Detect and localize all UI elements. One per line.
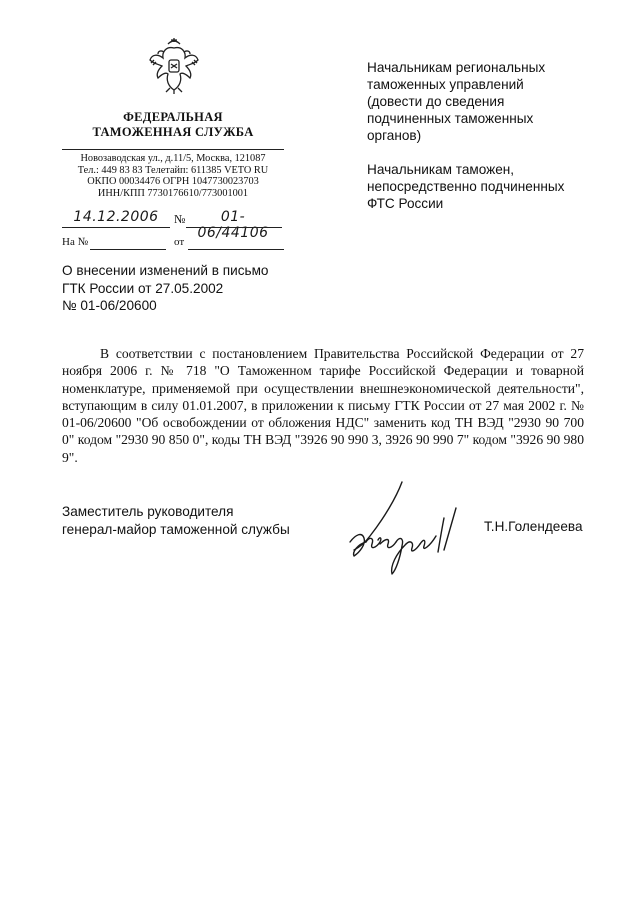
registration-date: 14.12.2006: [73, 209, 159, 225]
date-underline: [62, 227, 170, 228]
addressee-line: органов): [367, 128, 422, 143]
addressee-line: подчиненных таможенных: [367, 111, 534, 126]
org-name-line1: ФЕДЕРАЛЬНАЯ: [123, 110, 223, 124]
org-name-line2: ТАМОЖЕННАЯ СЛУЖБА: [92, 125, 254, 139]
addressee-line: Начальникам региональных: [367, 60, 546, 75]
reference-date-label: от: [174, 236, 185, 248]
letter-subject: [62, 262, 322, 315]
number-sign: №: [174, 212, 186, 226]
inn-line: ИНН/КПП 7730176610/773001001: [97, 187, 249, 199]
reference-number-label: На №: [62, 236, 89, 248]
number-underline: [186, 227, 282, 228]
addressee-block-1: [367, 59, 617, 144]
addressee-line: ФТС России: [367, 196, 444, 211]
addressee-block-2: [367, 161, 617, 212]
handwritten-signature: [340, 478, 470, 578]
addressee-line: (довести до сведения: [367, 94, 505, 109]
reference-date-blank: [188, 249, 284, 250]
organization-contacts: [62, 153, 284, 199]
signatory-title-line1: Заместитель руководителя: [62, 504, 234, 519]
letter-body: В соответствии с постановлением Правительства Российской Федерации от 27 ноября 2006 г. № 718 "О Таможенном тарифе Российской Федерации и товарной номенклатуре, применяемой при осуществлении внешнеэкономической деятельности", вступающим в силу 01.01.2007, в приложении к письму ГТК России от 27 мая 2002 г. № 01-06/20600 "Об освобождении от обложения НДС" заменить код ТН ВЭД "2930 90 700 0" кодом "2930 90 850 0", коды ТН ВЭД "3926 90 990 3, 3926 90 990 7" кодом "3926 90 980 9".: [62, 346, 584, 465]
reference-number-blank: [90, 249, 166, 250]
subject-line: № 01-06/20600: [62, 298, 157, 313]
okpo-line: ОКПО 00034476 ОГРН 1047730023703: [87, 176, 259, 188]
registration-number: 01-06/44106: [197, 209, 269, 241]
signatory-title: [62, 503, 290, 539]
signatory-name: Т.Н.Голендеева: [484, 519, 583, 534]
addressee-line: таможенных управлений: [367, 77, 524, 92]
address-line: Новозаводская ул., д.11/5, Москва, 121087: [80, 153, 266, 164]
addressee-line: Начальникам таможен,: [367, 162, 515, 177]
organization-name: [82, 110, 264, 140]
subject-line: ГТК России от 27.05.2002: [62, 280, 224, 296]
addressee-line: непосредственно подчиненных: [367, 179, 565, 194]
header-divider: [62, 149, 284, 150]
subject-line: О внесении изменений в письмо: [62, 263, 269, 278]
phone-line: Тел.: 449 83 83 Телетайп: 611385 VETO RU: [77, 164, 269, 176]
signatory-title-line2: генерал-майор таможенной службы: [62, 522, 290, 537]
double-headed-eagle-emblem-icon: [148, 38, 200, 94]
